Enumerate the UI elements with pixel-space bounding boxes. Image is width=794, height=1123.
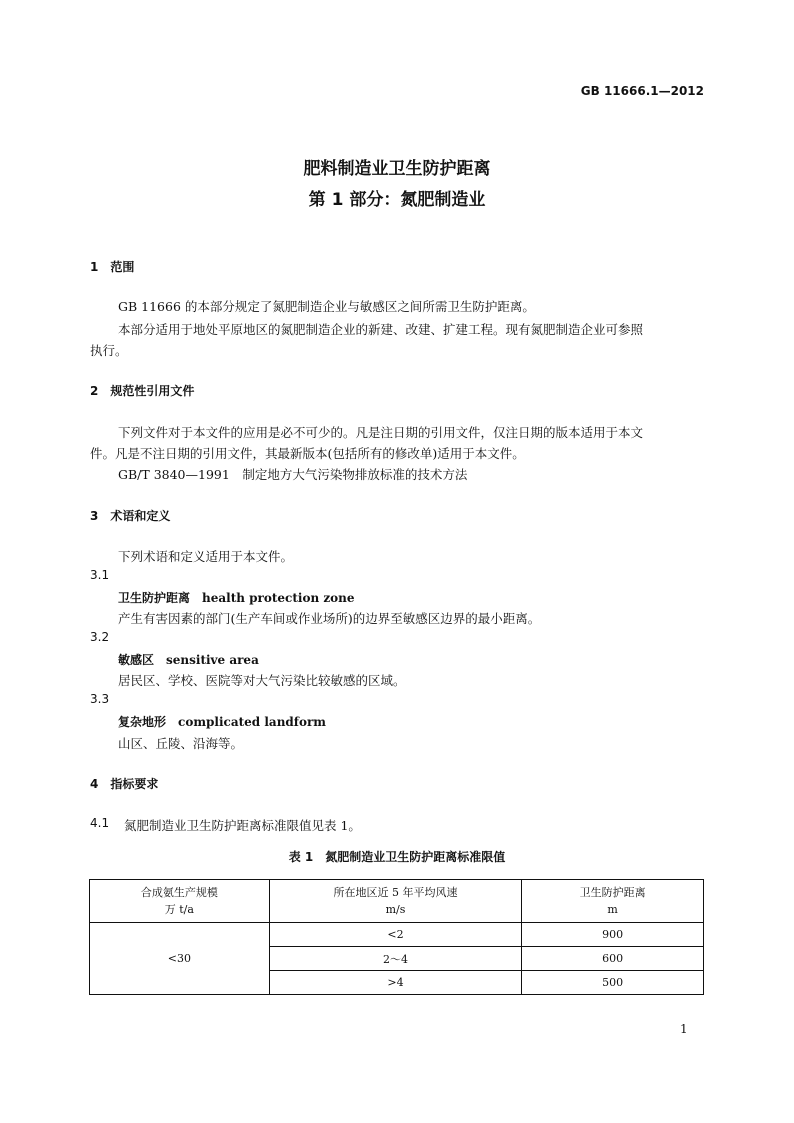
term-definition: 产生有害因素的部门(生产车间或作业场所)的边界至敏感区边界的最小距离。: [118, 611, 541, 626]
table-row: [90, 923, 704, 947]
term-name-cn: 敏感区: [118, 653, 155, 667]
header-cell: [269, 880, 522, 923]
distance-cell: 600: [522, 947, 704, 971]
section-2-paragraph-cont: 件。凡是不注日期的引用文件，其最新版本(包括所有的修改单)适用于本文件。: [90, 446, 525, 461]
table-header-row: [90, 880, 704, 923]
section-1-paragraph-2: 本部分适用于地处平原地区的氮肥制造企业的新建、改建、扩建工程。现有氮肥制造企业可参照: [118, 322, 644, 337]
header-label: 卫生防护距离: [579, 886, 646, 899]
table-caption: 表 1 氮肥制造业卫生防护距离标准限值: [288, 850, 506, 864]
section-1-heading: 1 范围: [90, 260, 135, 274]
header-cell: [522, 880, 704, 923]
header-label: 所在地区近 5 年平均风速: [333, 886, 458, 899]
document-title: 肥料制造业卫生防护距离: [303, 159, 491, 179]
term-name-en: sensitive area: [166, 653, 259, 667]
clause-number: 4.1: [90, 816, 110, 830]
term-number: 3.1: [90, 568, 110, 582]
section-2-heading: 2 规范性引用文件: [90, 384, 195, 398]
term-title: [118, 713, 326, 730]
term-name-en: complicated landform: [178, 715, 326, 729]
header-label: 合成氨生产规模: [140, 886, 218, 899]
term-definition: 居民区、学校、医院等对大气污染比较敏感的区域。: [118, 673, 406, 688]
term-number: 3.2: [90, 630, 110, 644]
page-number: 1: [680, 1022, 688, 1036]
limits-table: [89, 879, 704, 995]
term-title: [118, 651, 259, 668]
term-definition: 山区、丘陵、沿海等。: [118, 736, 244, 751]
distance-cell: 500: [522, 971, 704, 995]
header-unit: m: [607, 903, 618, 916]
document-subtitle: 第 1 部分：氮肥制造业: [308, 190, 486, 210]
section-1-paragraph-1: GB 11666 的本部分规定了氮肥制造企业与敏感区之间所需卫生防护距离。: [118, 299, 535, 314]
section-2-paragraph: 下列文件对于本文件的应用是必不可少的。凡是注日期的引用文件，仅注日期的版本适用于本文: [118, 425, 644, 440]
scale-cell: <30: [90, 923, 270, 995]
wind-speed-cell: >4: [269, 971, 522, 995]
normative-reference: GB/T 3840—1991 制定地方大气污染物排放标准的技术方法: [118, 467, 468, 482]
distance-cell: 900: [522, 923, 704, 947]
section-1-paragraph-2-cont: 执行。: [90, 343, 128, 358]
term-title: [118, 589, 355, 606]
header-cell: [90, 880, 270, 923]
header-unit: 万 t/a: [164, 903, 194, 916]
term-name-en: health protection zone: [202, 591, 355, 605]
section-3-intro: 下列术语和定义适用于本文件。: [118, 549, 294, 564]
clause-text: 氮肥制造业卫生防护距离标准限值见表 1。: [124, 818, 361, 833]
term-name-cn: 卫生防护距离: [118, 591, 191, 605]
section-3-heading: 3 术语和定义: [90, 509, 171, 523]
term-name-cn: 复杂地形: [118, 715, 167, 729]
header-unit: m/s: [385, 903, 406, 916]
wind-speed-cell: <2: [269, 923, 522, 947]
wind-speed-cell: 2～4: [269, 947, 522, 971]
section-4-heading: 4 指标要求: [90, 777, 159, 791]
standard-number: GB 11666.1—2012: [580, 84, 704, 98]
term-number: 3.3: [90, 692, 110, 706]
